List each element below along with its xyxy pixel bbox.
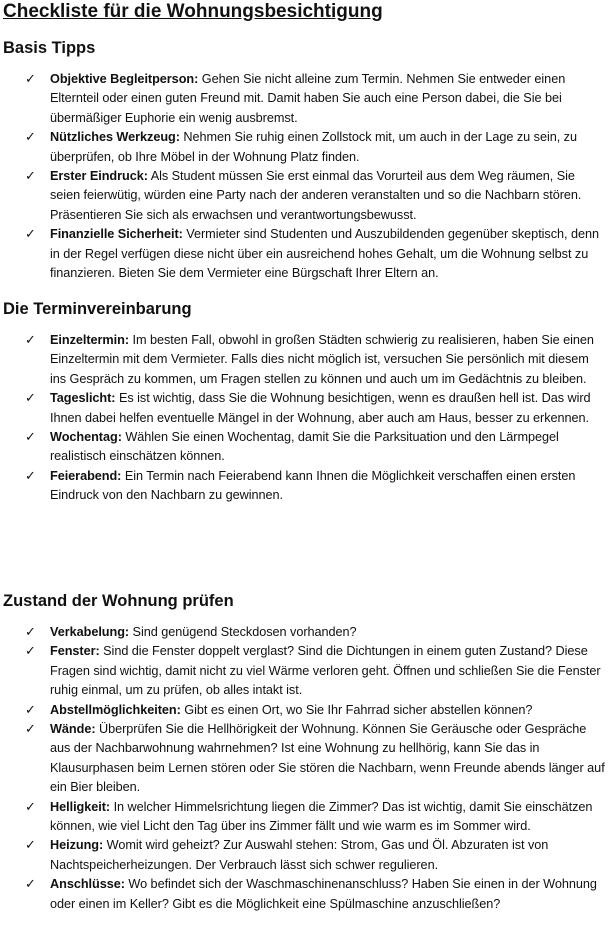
checkmark-icon: ✓: [25, 644, 36, 660]
section-heading-terminvereinbarung: Die Terminvereinbarung: [3, 300, 192, 318]
list-item: [0, 225, 608, 283]
item-term: Anschlüsse:: [50, 877, 125, 892]
list-item: [0, 428, 608, 467]
item-text: Womit wird geheizt? Zur Auswahl stehen: Strom, Gas und Öl. Abzuraten ist von Nachtspeicherheizungen. Der Verbrauch lässt sich schwer regulieren.: [50, 838, 549, 872]
checkmark-icon: ✓: [25, 72, 36, 87]
item-text: Nehmen Sie ruhig einen Zollstock mit, um auch in der Lage zu sein, zu überprüfen, ob Ihre Möbel in der Wohnung Platz finden.: [50, 130, 577, 164]
item-text: Wo befindet sich der Waschmaschinenanschluss? Haben Sie einen in der Wohnung oder einen im Keller? Gibt es die Möglichkeit eine Spülmaschine anzuschließen?: [50, 877, 597, 911]
item-term: Nützliches Werkzeug:: [50, 130, 180, 145]
item-text: Im besten Fall, obwohl in großen Städten schwierig zu realisieren, haben Sie einen Einzeltermin mit dem Vermieter. Falls dies nicht möglich ist, versuchen Sie persönlich mit diesem ins Gespräch zu kommen, um Fragen stellen zu können und auch um im Gedächtnis zu bleiben.: [50, 333, 594, 386]
list-item: [0, 467, 608, 506]
list-item: [0, 701, 608, 720]
item-text: Gibt es einen Ort, wo Sie Ihr Fahrrad sicher abstellen können?: [180, 702, 533, 717]
checklist-terminvereinbarung: [0, 331, 608, 506]
checkmark-icon: ✓: [25, 468, 36, 484]
item-term: Erster Eindruck:: [50, 169, 148, 184]
list-item: [0, 836, 608, 875]
item-term: Wochentag:: [50, 430, 122, 445]
item-text: Wählen Sie einen Wochentag, damit Sie die Parksituation und den Lärmpegel realistisch einschätzen können.: [50, 430, 559, 464]
item-term: Tageslicht:: [50, 391, 116, 406]
item-text: Sind die Fenster doppelt verglast? Sind die Dichtungen in einem guten Zustand? Diese Fragen sind wichtig, damit nicht zu viel Wärme verloren geht. Öffnen und schließen Sie die Fenster ruhig einmal, um zu prüfen, ob alles intakt ist.: [50, 644, 601, 698]
item-term: Einzeltermin:: [50, 333, 130, 347]
item-term: Wände:: [50, 722, 96, 737]
list-item: [0, 167, 608, 225]
item-term: Fenster:: [50, 644, 100, 659]
checkmark-icon: ✓: [25, 702, 36, 718]
item-text: Sind genügend Steckdosen vorhanden?: [129, 625, 357, 639]
checkmark-icon: ✓: [25, 430, 36, 446]
section-heading-basis-tipps: Basis Tipps: [3, 39, 96, 57]
item-text: Als Student müssen Sie erst einmal das Vorurteil aus dem Weg räumen, Sie seien feierwütig, würden eine Party nach der anderen veranstalten und so die Nachbarn stören. Präsentieren Sie sich als erwachsen und verantwortungsbewusst.: [50, 169, 582, 222]
item-term: Feierabend:: [50, 468, 122, 483]
checkmark-icon: ✓: [25, 227, 36, 243]
item-term: Finanzielle Sicherheit:: [50, 227, 183, 242]
list-item: [0, 389, 608, 428]
list-item: [0, 623, 608, 642]
checkmark-icon: ✓: [25, 333, 36, 348]
item-text: Ein Termin nach Feierabend kann Ihnen die Möglichkeit verschaffen einen ersten Eindruck von den Nachbarn zu gewinnen.: [50, 468, 576, 503]
checkmark-icon: ✓: [25, 625, 36, 640]
item-text: Überprüfen Sie die Hellhörigkeit der Wohnung. Können Sie Geräusche oder Gespräche aus der Nachbarwohnung wahrnehmen? Ist eine Wohnung zu hellhörig, kann Sie das in Klausurphasen beim Lernen stören oder Sie stören die Nachbarn, wenn Freunde abends länger auf ein Bier bleiben.: [50, 722, 605, 795]
item-text: Es ist wichtig, dass Sie die Wohnung besichtigen, wenn es draußen hell ist. Das wird Ihnen dabei helfen eventuelle Mängel in der Wohnung, aber auch am Haus, besser zu erkennen.: [50, 391, 591, 425]
list-item: [0, 70, 608, 128]
checkmark-icon: ✓: [25, 799, 36, 815]
document-title: Checkliste für die Wohnungsbesichtigung: [3, 1, 383, 22]
item-text: In welcher Himmelsrichtung liegen die Zimmer? Das ist wichtig, damit Sie einschätzen können, wie viel Licht den Tag über ins Zimmer fällt und wie warm es im Sommer wird.: [50, 799, 593, 834]
checkmark-icon: ✓: [25, 169, 36, 185]
checkmark-icon: ✓: [25, 130, 36, 146]
list-item: [0, 720, 608, 798]
item-term: Heizung:: [50, 838, 104, 853]
list-item: [0, 798, 608, 837]
item-term: Helligkeit:: [50, 799, 111, 814]
checklist-basis-tipps: [0, 70, 608, 283]
item-term: Objektive Begleitperson:: [50, 72, 199, 86]
item-term: Verkabelung:: [50, 625, 130, 639]
list-item: [0, 331, 608, 389]
checkmark-icon: ✓: [25, 838, 36, 854]
list-item: [0, 875, 608, 914]
item-text: Vermieter sind Studenten und Auszubildenden gegenüber skeptisch, denn in der Regel verfügen diese nicht über ein ausreichend hohes Gehalt, um die Wohnung selbst zu finanzieren. Bieten Sie dem Vermieter eine Bürgschaft Ihrer Eltern an.: [50, 227, 600, 281]
checkmark-icon: ✓: [25, 722, 36, 738]
section-heading-zustand-der-wohnung: Zustand der Wohnung prüfen: [3, 592, 234, 610]
checklist-zustand-der-wohnung: [0, 623, 608, 914]
checkmark-icon: ✓: [25, 877, 36, 893]
item-text: Gehen Sie nicht alleine zum Termin. Nehmen Sie entweder einen Elternteil oder einen guten Freund mit. Damit haben Sie auch eine Person dabei, die Sie bei übermäßiger Euphorie ein wenig ausbremst.: [50, 72, 566, 125]
checkmark-icon: ✓: [25, 391, 36, 407]
item-term: Abstellmöglichkeiten:: [50, 702, 181, 717]
list-item: [0, 128, 608, 167]
list-item: [0, 642, 608, 700]
